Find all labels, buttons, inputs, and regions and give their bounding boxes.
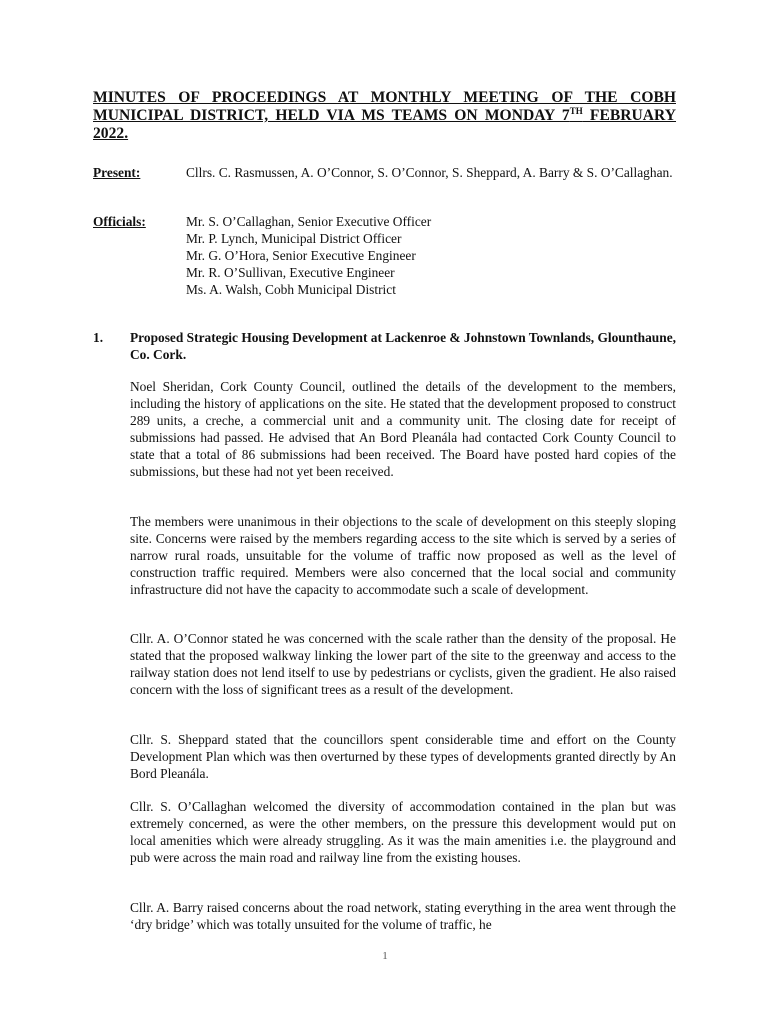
official-entry: Mr. R. O’Sullivan, Executive Engineer [186, 265, 395, 280]
paragraph: Cllr. A. O’Connor stated he was concerned with the scale rather than the density of the proposal. He stated that the proposed walkway linking the lower part of the site to the greenway and access to the railway station does not lend itself to use by pedestrians or cyclists, given the gradient. He also raised concern with the loss of significant trees as a result of the development. [130, 631, 676, 697]
paragraph: The members were unanimous in their objections to the scale of development on this steeply sloping site. Concerns were raised by the members regarding access to the site which is served by a series of narrow rural roads, unsuitable for the volume of traffic now proposed as well as the level of construction traffic required. Members were also concerned that the local social and community infrastructure did not have the capacity to accommodate such a scale of development. [130, 514, 676, 597]
paragraph: Cllr. A. Barry raised concerns about the road network, stating everything in the area went through the ‘dry bridge’ which was totally unsuited for the volume of traffic, he [130, 900, 676, 932]
paragraph: Cllr. S. Sheppard stated that the councillors spent considerable time and effort on the County Development Plan which was then overturned by these types of developments granted directly by An Bord Pleanála. [130, 732, 676, 781]
item-number: 1. [93, 330, 104, 345]
page-number: 1 [382, 950, 388, 962]
official-entry: Mr. G. O’Hora, Senior Executive Engineer [186, 248, 416, 263]
present-value: Cllrs. C. Rasmussen, A. O’Connor, S. O’Connor, S. Sheppard, A. Barry & S. O’Callaghan. [186, 165, 673, 180]
paragraph: Cllr. S. O’Callaghan welcomed the diversity of accommodation contained in the plan but was extremely concerned, as were the other members, on the pressure this development would put on local amenities which were already struggling. As it was the main amenities i.e. the playground and pub were across the main road and railway line from the existing houses. [130, 799, 676, 865]
official-entry: Mr. S. O’Callaghan, Senior Executive Officer [186, 214, 432, 229]
paragraph: Noel Sheridan, Cork County Council, outlined the details of the development to the members, including the history of applications on the site. He stated that the development proposed to construct 289 units, a creche, a commercial unit and a community unit. The closing date for receipt of submissions had passed. He advised that An Bord Pleanála had contacted Cork County Council to state that a total of 86 submissions had been received. The Board have posted hard copies of the submissions, but these had not yet been received. [130, 379, 676, 479]
official-entry: Mr. P. Lynch, Municipal District Officer [186, 231, 402, 246]
present-label: Present: [93, 165, 141, 180]
official-entry: Ms. A. Walsh, Cobh Municipal District [186, 282, 396, 297]
page-title: MINUTES OF PROCEEDINGS AT MONTHLY MEETING OF THE COBH MUNICIPAL DISTRICT, HELD VIA MS TEAMS ON MONDAY 7TH FEBRUARY 2022. [93, 89, 677, 142]
officials-label: Officials: [93, 214, 146, 229]
title-superscript: TH [569, 106, 583, 116]
officials-list [186, 213, 676, 298]
item-heading: Proposed Strategic Housing Development at Lackenroe & Johnstown Townlands, Glounthaune, Co. Cork. [130, 330, 676, 362]
